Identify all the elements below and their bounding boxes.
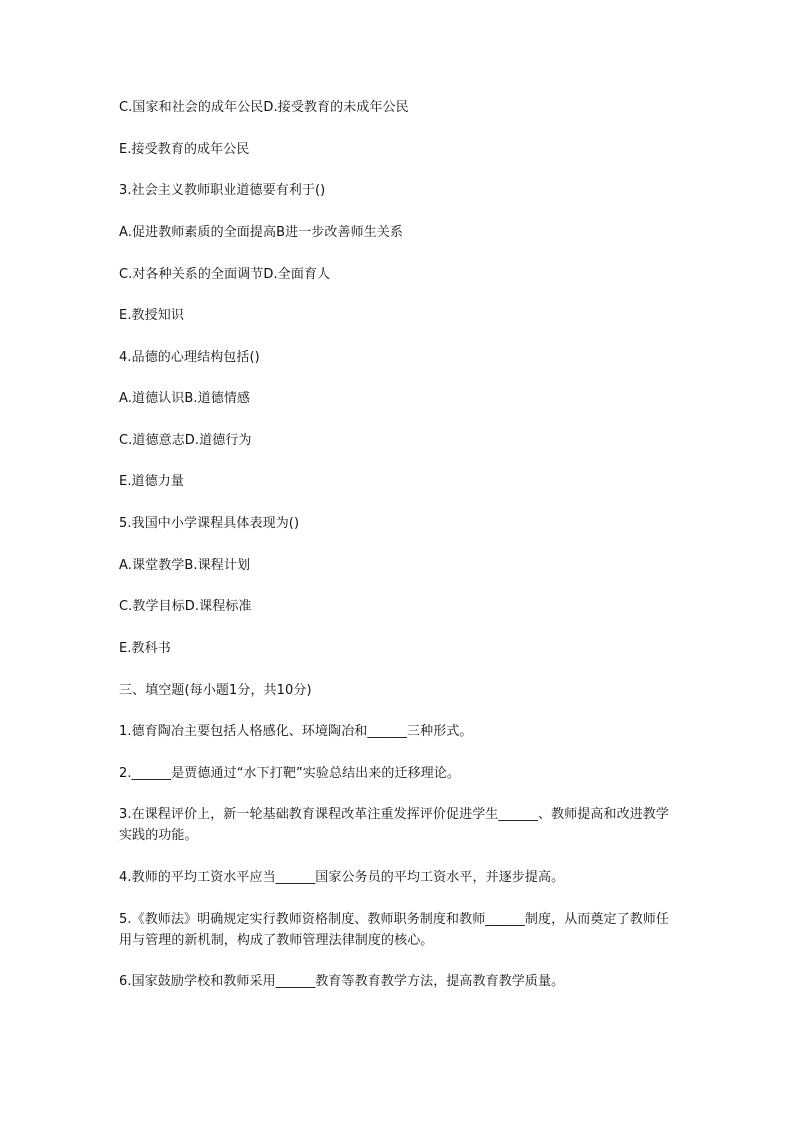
fill-question-2: 2.______是贾德通过“水下打靶”实验总结出来的迁移理论。 (119, 766, 460, 781)
option-line-a-b-q5: A.课堂教学B.课程计划 (119, 558, 251, 573)
option-line-c-d-q5: C.教学目标D.课程标准 (119, 599, 252, 614)
fill-question-5: 5.《教师法》明确规定实行教师资格制度、教师职务制度和教师______制度，从而奠定了教师任用与管理的新机制，构成了教师管理法律制度的核心。 (119, 912, 670, 948)
question-5: 5.我国中小学课程具体表现为() (119, 516, 300, 531)
fill-question-1: 1.德育陶冶主要包括人格感化、环境陶冶和______三种形式。 (119, 724, 473, 739)
option-line-e-q2: E.接受教育的成年公民 (119, 142, 250, 157)
question-3: 3.社会主义教师职业道德要有利于() (119, 183, 326, 198)
question-4: 4.品德的心理结构包括() (119, 350, 260, 365)
option-line-e-q3: E.教授知识 (119, 308, 184, 323)
fill-question-4: 4.教师的平均工资水平应当______国家公务员的平均工资水平，并逐步提高。 (119, 870, 565, 885)
option-line-e-q4: E.道德力量 (119, 474, 184, 489)
option-line-a-b-q3: A.促进教师素质的全面提高B进一步改善师生关系 (119, 225, 404, 240)
option-line-c-d-q3: C.对各种关系的全面调节D.全面育人 (119, 267, 331, 282)
fill-question-3: 3.在课程评价上，新一轮基础教育课程改革注重发挥评价促进学生______、教师提高和改进教学实践的功能。 (119, 807, 670, 843)
fill-question-6: 6.国家鼓励学校和教师采用______教育等教育教学方法，提高教育教学质量。 (119, 974, 565, 989)
section-heading-fill-in: 三、填空题(每小题1分，共10分) (119, 683, 312, 698)
option-line-c-d-q4: C.道德意志D.道德行为 (119, 433, 252, 448)
option-line-c-d-q2: C.国家和社会的成年公民D.接受教育的未成年公民 (119, 100, 409, 115)
option-line-e-q5: E.教科书 (119, 641, 171, 656)
option-line-a-b-q4: A.道德认识B.道德情感 (119, 391, 251, 406)
